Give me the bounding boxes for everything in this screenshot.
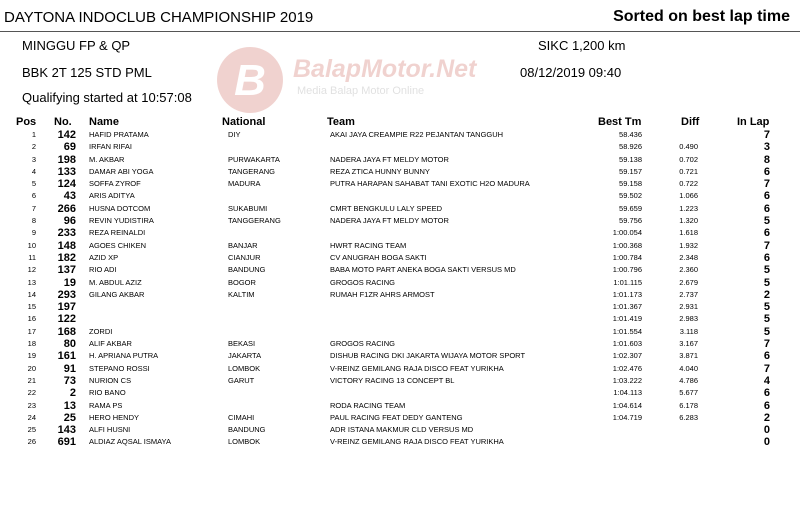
col-header-best: Best Tm xyxy=(598,116,642,128)
cell-pos: 19 xyxy=(27,351,36,361)
balapmotor-logo-icon xyxy=(215,45,285,115)
table-row xyxy=(0,424,800,436)
cell-name: ALDIAZ AQSAL ISMAYA xyxy=(89,437,171,447)
cell-national: TANGGERANG xyxy=(228,216,281,226)
cell-pos: 8 xyxy=(31,216,36,226)
table-row xyxy=(0,350,800,362)
cell-team: CMRT BENGKULU LALY SPEED xyxy=(330,203,442,213)
cell-laps: 5 xyxy=(763,301,770,314)
cell-team: V-REINZ GEMILANG RAJA DISCO FEAT YURIKHA xyxy=(330,363,504,373)
cell-national: BANDUNG xyxy=(228,265,266,275)
cell-no: 233 xyxy=(57,227,76,240)
cell-best: 1:00.796 xyxy=(612,265,642,275)
cell-team: GROGOS RACING xyxy=(330,277,396,287)
cell-national: BEKASI xyxy=(228,339,256,349)
cell-no: 198 xyxy=(57,153,76,166)
cell-best: 59.158 xyxy=(619,179,642,189)
cell-name: ALIF AKBAR xyxy=(89,339,132,349)
table-row xyxy=(0,154,800,166)
cell-team: AKAI JAYA CREAMPIE R22 PEJANTAN TANGGUH xyxy=(330,130,504,139)
cell-no: 96 xyxy=(63,215,76,228)
col-header-pos: Pos xyxy=(16,116,37,128)
header-divider xyxy=(0,31,800,32)
cell-name: IRFAN RIFAI xyxy=(89,142,132,152)
cell-pos: 20 xyxy=(27,363,36,373)
cell-pos: 7 xyxy=(31,203,36,213)
table-row xyxy=(0,264,800,276)
cell-national: LOMBOK xyxy=(228,437,261,447)
cell-team: REZA ZTICA HUNNY BUNNY xyxy=(330,166,430,176)
cell-name: RIO BANO xyxy=(89,388,126,398)
cell-diff: 3.871 xyxy=(679,351,698,361)
logo-letter: B xyxy=(234,56,266,105)
table-row xyxy=(0,190,800,202)
cell-laps: 7 xyxy=(763,362,770,375)
cell-name: RIO ADI xyxy=(89,265,117,275)
cell-best: 1:04.614 xyxy=(612,400,642,410)
cell-pos: 3 xyxy=(31,154,36,164)
cell-national: CIANJUR xyxy=(228,252,261,262)
cell-no: 122 xyxy=(57,313,76,326)
col-header-no: No. xyxy=(54,116,72,128)
cell-no: 13 xyxy=(63,399,76,412)
cell-pos: 2 xyxy=(31,142,36,152)
cell-pos: 4 xyxy=(31,166,36,176)
championship-title: DAYTONA INDOCLUB CHAMPIONSHIP 2019 xyxy=(4,9,314,26)
cell-no: 69 xyxy=(63,141,76,154)
cell-diff: 1.618 xyxy=(679,228,698,238)
cell-laps: 3 xyxy=(763,141,770,154)
cell-no: 133 xyxy=(57,165,76,178)
cell-team: HWRT RACING TEAM xyxy=(330,240,407,250)
cell-name: HUSNA DOTCOM xyxy=(89,203,151,213)
cell-team: DISHUB RACING DKI JAKARTA WIJAYA MOTOR SPORT xyxy=(330,351,526,361)
cell-best: 59.756 xyxy=(619,216,642,226)
cell-team: BABA MOTO PART ANEKA BOGA SAKTI VERSUS MD xyxy=(330,265,516,275)
cell-pos: 21 xyxy=(27,375,36,385)
cell-laps: 5 xyxy=(763,276,770,289)
cell-national: MADURA xyxy=(228,179,261,189)
cell-team: NADERA JAYA FT MELDY MOTOR xyxy=(330,154,449,164)
table-row xyxy=(0,277,800,289)
cell-pos: 14 xyxy=(27,289,36,299)
cell-pos: 9 xyxy=(31,228,36,238)
cell-no: 43 xyxy=(63,190,76,203)
cell-best: 1:01.419 xyxy=(612,314,642,324)
table-row xyxy=(0,301,800,313)
cell-laps: 7 xyxy=(763,178,770,191)
table-row xyxy=(0,363,800,375)
cell-laps: 6 xyxy=(763,350,770,363)
cell-national: DIY xyxy=(228,130,241,139)
cell-laps: 5 xyxy=(763,215,770,228)
cell-no: 182 xyxy=(57,251,76,264)
cell-team: NADERA JAYA FT MELDY MOTOR xyxy=(330,216,449,226)
cell-name: ARIS ADITYA xyxy=(89,191,135,201)
col-header-national: National xyxy=(222,116,266,128)
cell-no: 124 xyxy=(57,178,76,191)
cell-laps: 6 xyxy=(763,227,770,240)
cell-name: ALFI HUSNI xyxy=(89,425,131,435)
cell-best: 1:01.554 xyxy=(612,326,642,336)
cell-laps: 6 xyxy=(763,165,770,178)
cell-no: 2 xyxy=(69,387,76,400)
cell-best: 59.157 xyxy=(619,166,642,176)
cell-diff: 2.737 xyxy=(679,289,698,299)
cell-pos: 13 xyxy=(27,277,36,287)
cell-no: 293 xyxy=(57,288,76,301)
cell-national: BANDUNG xyxy=(228,425,266,435)
cell-diff: 5.677 xyxy=(679,388,698,398)
cell-best: 1:04.113 xyxy=(613,388,642,398)
cell-best: 1:01.367 xyxy=(612,302,642,312)
cell-no: 161 xyxy=(57,350,76,363)
cell-best: 59.659 xyxy=(619,203,642,213)
cell-diff: 6.178 xyxy=(679,400,698,410)
session-datetime: 08/12/2019 09:40 xyxy=(520,65,622,80)
cell-pos: 5 xyxy=(31,179,36,189)
cell-laps: 5 xyxy=(763,325,770,338)
table-row xyxy=(0,129,800,141)
cell-no: 142 xyxy=(57,129,76,141)
cell-pos: 12 xyxy=(27,265,36,275)
cell-national: GARUT xyxy=(228,375,255,385)
cell-pos: 24 xyxy=(27,412,36,422)
cell-team: VICTORY RACING 13 CONCEPT BL xyxy=(330,375,455,385)
cell-best: 1:02.307 xyxy=(612,351,642,361)
cell-no: 148 xyxy=(57,239,76,252)
table-row xyxy=(0,203,800,215)
cell-laps: 0 xyxy=(763,424,770,437)
cell-national: BANJAR xyxy=(228,240,258,250)
cell-pos: 15 xyxy=(27,302,36,312)
cell-diff: 0.490 xyxy=(679,142,698,152)
cell-diff: 0.721 xyxy=(679,166,698,176)
table-row xyxy=(0,387,800,399)
table-row xyxy=(0,227,800,239)
cell-best: 1:03.222 xyxy=(612,375,642,385)
cell-no: 197 xyxy=(57,301,76,314)
cell-best: 59.138 xyxy=(619,154,642,164)
table-row xyxy=(0,178,800,190)
cell-no: 73 xyxy=(63,374,76,387)
table-row xyxy=(0,436,800,448)
cell-best: 1:04.719 xyxy=(612,412,642,422)
cell-name: SOFFA ZYROF xyxy=(89,179,141,189)
cell-laps: 5 xyxy=(763,313,770,326)
cell-team: RODA RACING TEAM xyxy=(330,400,406,410)
cell-name: AZID XP xyxy=(89,252,119,262)
cell-name: REVIN YUDISTIRA xyxy=(89,216,154,226)
cell-pos: 18 xyxy=(27,339,36,349)
cell-best: 58.926 xyxy=(619,142,642,152)
cell-no: 266 xyxy=(57,202,76,215)
cell-name: HAFID PRATAMA xyxy=(89,130,149,139)
cell-pos: 25 xyxy=(27,425,36,435)
cell-diff: 0.722 xyxy=(679,179,698,189)
cell-laps: 6 xyxy=(763,251,770,264)
cell-name: GILANG AKBAR xyxy=(89,289,145,299)
cell-diff: 1.932 xyxy=(679,240,698,250)
cell-no: 19 xyxy=(63,276,76,289)
cell-national: KALTIM xyxy=(228,289,255,299)
col-header-diff: Diff xyxy=(681,116,700,128)
cell-no: 168 xyxy=(57,325,76,338)
table-row xyxy=(0,338,800,350)
table-row xyxy=(0,215,800,227)
cell-best: 1:01.173 xyxy=(612,289,642,299)
cell-pos: 16 xyxy=(27,314,36,324)
cell-diff: 3.118 xyxy=(679,326,698,336)
cell-diff: 1.223 xyxy=(679,203,698,213)
cell-best: 1:01.603 xyxy=(612,339,642,349)
cell-team: PUTRA HARAPAN SAHABAT TANI EXOTIC H2O MADURA xyxy=(330,179,530,189)
session-name: MINGGU FP & QP xyxy=(22,38,131,53)
cell-no: 143 xyxy=(57,424,76,437)
cell-laps: 6 xyxy=(763,387,770,400)
cell-pos: 22 xyxy=(27,388,36,398)
cell-laps: 0 xyxy=(763,436,770,449)
cell-best: 1:02.476 xyxy=(612,363,642,373)
cell-national: SUKABUMI xyxy=(228,203,268,213)
cell-national: BOGOR xyxy=(228,277,256,287)
cell-pos: 17 xyxy=(27,326,36,336)
col-header-name: Name xyxy=(89,116,119,128)
cell-no: 137 xyxy=(57,264,76,277)
cell-diff: 4.040 xyxy=(679,363,698,373)
table-row xyxy=(0,252,800,264)
cell-laps: 2 xyxy=(763,411,770,424)
cell-name: ZORDI xyxy=(89,326,113,336)
class-name: BBK 2T 125 STD PML xyxy=(22,65,152,80)
cell-team: ADR ISTANA MAKMUR CLD VERSUS MD xyxy=(330,425,474,435)
cell-name: REZA REINALDI xyxy=(89,228,146,238)
cell-laps: 6 xyxy=(763,399,770,412)
cell-team: CV ANUGRAH BOGA SAKTI xyxy=(330,252,427,262)
cell-diff: 6.283 xyxy=(679,412,698,422)
cell-best: 1:01.115 xyxy=(613,277,642,287)
cell-diff: 2.983 xyxy=(679,314,698,324)
cell-name: M. ABDUL AZIZ xyxy=(89,277,142,287)
cell-name: STEPANO ROSSI xyxy=(89,363,150,373)
watermark xyxy=(215,45,515,115)
table-row xyxy=(0,166,800,178)
cell-laps: 7 xyxy=(763,338,770,351)
cell-name: HERO HENDY xyxy=(89,412,140,422)
cell-diff: 3.167 xyxy=(679,339,698,349)
watermark-tagline: Media Balap Motor Online xyxy=(297,85,425,97)
cell-no: 91 xyxy=(63,362,76,375)
table-row xyxy=(0,412,800,424)
cell-laps: 6 xyxy=(763,190,770,203)
cell-pos: 6 xyxy=(31,191,36,201)
cell-national: CIMAHI xyxy=(228,412,255,422)
cell-team: RUMAH F1ZR AHRS ARMOST xyxy=(330,289,435,299)
cell-laps: 7 xyxy=(763,239,770,252)
cell-diff: 1.066 xyxy=(679,191,698,201)
cell-best: 1:00.784 xyxy=(612,252,642,262)
cell-laps: 4 xyxy=(763,374,770,387)
table-row xyxy=(0,326,800,338)
results-table xyxy=(0,116,800,449)
cell-team: V-REINZ GEMILANG RAJA DISCO FEAT YURIKHA xyxy=(330,437,504,447)
cell-name: NURION CS xyxy=(89,375,132,385)
cell-best: 1:00.054 xyxy=(612,228,642,238)
cell-pos: 11 xyxy=(28,252,36,262)
table-body xyxy=(0,129,800,449)
cell-team: PAUL RACING FEAT DEDY GANTENG xyxy=(330,412,463,422)
cell-no: 691 xyxy=(57,436,76,449)
cell-diff: 2.348 xyxy=(679,252,698,262)
cell-best: 58.436 xyxy=(619,130,642,139)
cell-name: H. APRIANA PUTRA xyxy=(89,351,159,361)
cell-diff: 4.786 xyxy=(679,375,698,385)
cell-diff: 2.931 xyxy=(679,302,698,312)
cell-name: RAMA PS xyxy=(89,400,123,410)
table-header xyxy=(0,116,800,129)
table-row xyxy=(0,141,800,153)
cell-name: AGOES CHIKEN xyxy=(89,240,147,250)
cell-pos: 26 xyxy=(27,437,36,447)
cell-laps: 5 xyxy=(763,264,770,277)
table-row xyxy=(0,375,800,387)
col-header-laps: In Lap xyxy=(737,116,770,128)
cell-national: JAKARTA xyxy=(228,351,262,361)
cell-national: LOMBOK xyxy=(228,363,261,373)
cell-name: DAMAR ABI YOGA xyxy=(89,166,154,176)
cell-laps: 6 xyxy=(763,202,770,215)
table-row xyxy=(0,240,800,252)
cell-team: GROGOS RACING xyxy=(330,339,396,349)
cell-diff: 1.320 xyxy=(679,216,698,226)
table-row xyxy=(0,289,800,301)
cell-name: M. AKBAR xyxy=(89,154,125,164)
cell-national: TANGERANG xyxy=(228,166,275,176)
cell-national: PURWAKARTA xyxy=(228,154,280,164)
cell-no: 80 xyxy=(63,338,76,351)
cell-laps: 7 xyxy=(763,129,770,141)
cell-pos: 1 xyxy=(31,130,36,139)
table-row xyxy=(0,313,800,325)
cell-diff: 2.360 xyxy=(679,265,698,275)
table-row xyxy=(0,400,800,412)
watermark-name: BalapMotor.Net xyxy=(293,55,477,83)
qualifying-start: Qualifying started at 10:57:08 xyxy=(22,90,192,105)
cell-best: 59.502 xyxy=(619,191,642,201)
circuit-info: SIKC 1,200 km xyxy=(538,38,626,53)
cell-laps: 8 xyxy=(763,153,770,166)
cell-laps: 2 xyxy=(763,288,770,301)
cell-no: 25 xyxy=(63,411,76,424)
sort-order-title: Sorted on best lap time xyxy=(613,8,790,25)
cell-pos: 10 xyxy=(27,240,36,250)
cell-pos: 23 xyxy=(27,400,36,410)
col-header-team: Team xyxy=(327,116,355,128)
cell-best: 1:00.368 xyxy=(612,240,642,250)
cell-diff: 0.702 xyxy=(679,154,698,164)
cell-diff: 2.679 xyxy=(679,277,698,287)
